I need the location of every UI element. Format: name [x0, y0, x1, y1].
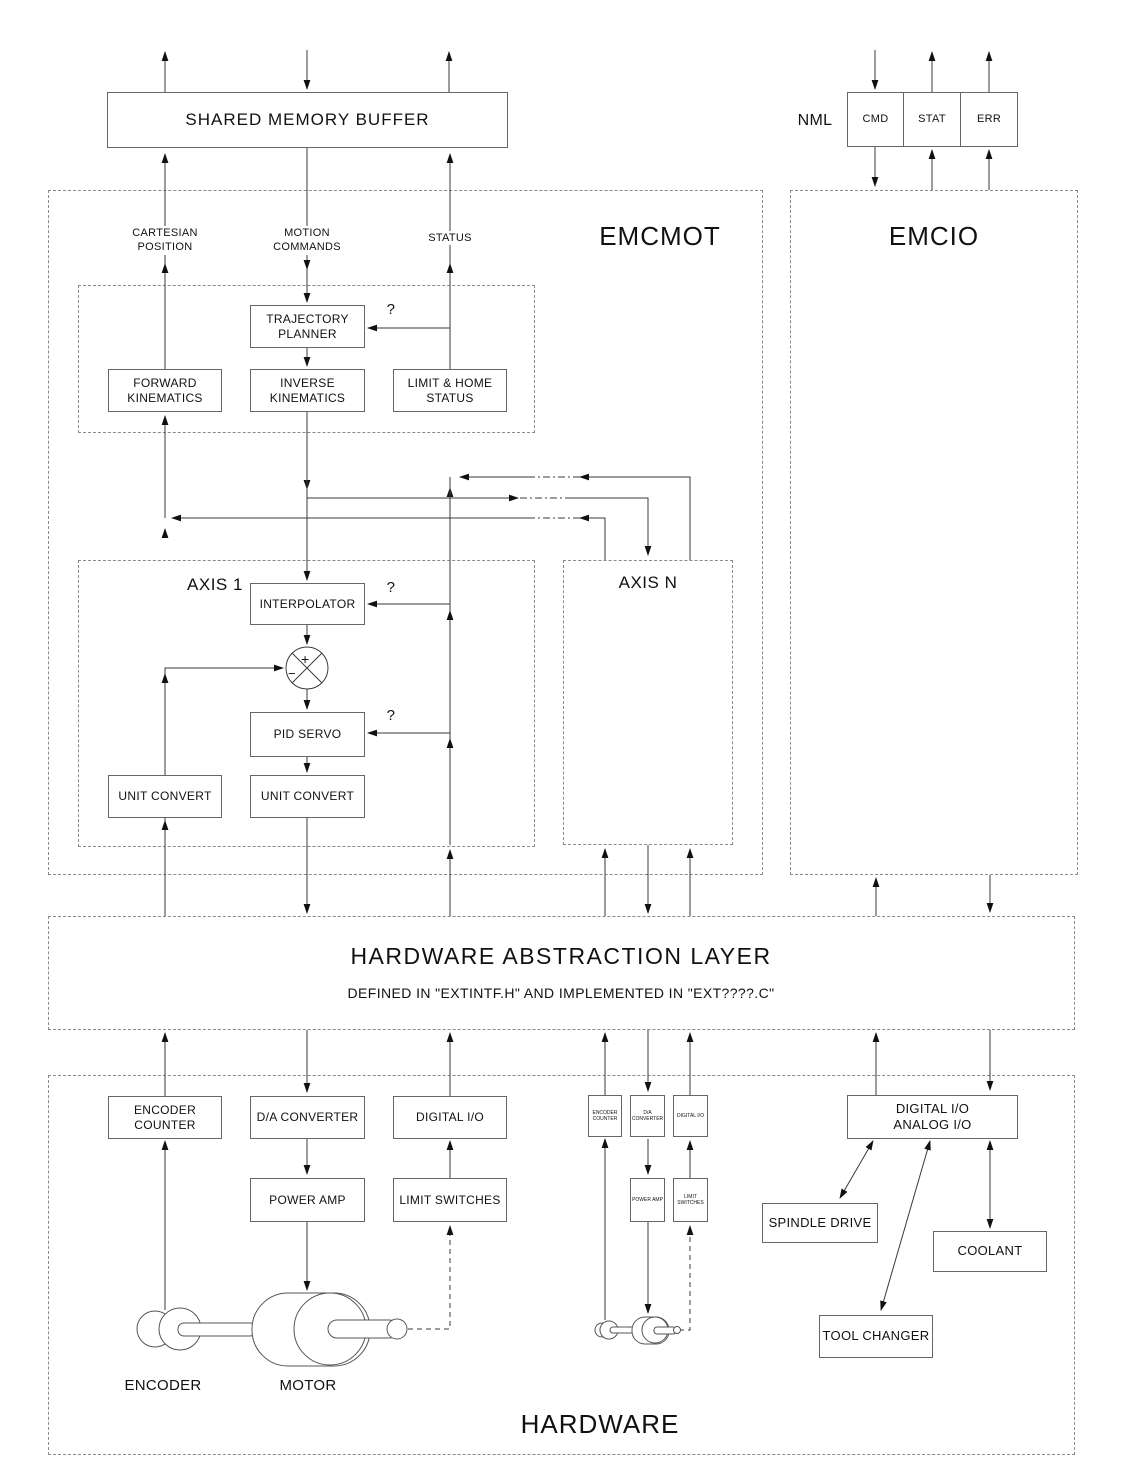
cartesian-position-label: CARTESIAN POSITION	[122, 226, 208, 255]
nml-err-box	[960, 92, 1018, 147]
power-amp-small-box	[630, 1178, 665, 1222]
hal-title: HARDWARE ABSTRACTION LAYER	[350, 943, 772, 969]
encoder-label: ENCODER	[124, 1377, 202, 1394]
hardware-title: HARDWARE	[520, 1409, 680, 1439]
shared-memory-buffer-box	[107, 92, 508, 148]
question-mark-pid: ?	[386, 707, 396, 724]
axisn-title: AXIS N	[618, 573, 678, 592]
emcmot-title: EMCMOT	[599, 221, 721, 251]
trajectory-planner-label: TRAJECTORY PLANNER	[266, 311, 349, 341]
digital-analog-io-box	[847, 1095, 1018, 1139]
limit-home-status-label: LIMIT & HOME STATUS	[407, 375, 493, 405]
da-converter-small-box	[630, 1095, 665, 1137]
limit-switches-box	[393, 1178, 507, 1222]
encoder-motor-drawing-small	[595, 1317, 681, 1344]
encoder-motor-drawing	[137, 1293, 407, 1366]
unit-convert-center-box	[250, 775, 365, 818]
encoder-counter-small-label: ENCODER COUNTER	[592, 1109, 618, 1122]
inverse-kinematics-label: INVERSE KINEMATICS	[269, 375, 346, 405]
axis1-title: AXIS 1	[187, 575, 243, 594]
nml-err-label: ERR	[976, 112, 1002, 125]
limit-switches-small-label: LIMIT SWITCHES	[677, 1193, 704, 1206]
unit-convert-left-box	[108, 775, 222, 818]
tool-changer-label: TOOL CHANGER	[822, 1328, 930, 1344]
nml-stat-box	[903, 92, 961, 147]
digital-io-box	[393, 1096, 507, 1139]
limit-switches-small-box	[673, 1178, 708, 1222]
interpolator-box	[250, 583, 365, 625]
unit-convert-center-label: UNIT CONVERT	[260, 789, 355, 803]
digital-io-small-box	[673, 1095, 708, 1137]
bus-cmd-end	[566, 498, 648, 555]
encoder-counter-label: ENCODER COUNTER	[133, 1102, 197, 1132]
inverse-kinematics-box	[250, 369, 365, 412]
limit-home-status-box	[393, 369, 507, 412]
emcio-title: EMCIO	[888, 221, 980, 251]
sum-plus-sign: +	[301, 651, 310, 667]
tool-changer-box	[819, 1315, 933, 1358]
forward-kinematics-box	[108, 369, 222, 412]
pid-servo-box	[250, 712, 365, 757]
interpolator-label: INTERPOLATOR	[259, 596, 356, 611]
pid-servo-label: PID SERVO	[273, 727, 342, 741]
trajectory-planner-box	[250, 305, 365, 348]
question-mark-interp: ?	[386, 579, 396, 596]
forward-kinematics-label: FORWARD KINEMATICS	[127, 375, 203, 405]
nml-label: NML	[797, 112, 833, 129]
nml-stat-label: STAT	[918, 112, 946, 125]
digital-io-label: DIGITAL I/O	[416, 1110, 484, 1124]
shared-memory-buffer-label: SHARED MEMORY BUFFER	[185, 110, 430, 130]
spindle-drive-box	[762, 1203, 878, 1243]
power-amp-small-label: POWER AMP	[632, 1196, 663, 1203]
arrow-io-toolchanger	[881, 1141, 930, 1310]
digital-io-line: DIGITAL I/O	[895, 1100, 970, 1116]
arrow-io-spindle	[840, 1141, 873, 1198]
motor-label: MOTOR	[279, 1377, 337, 1394]
hal-subtitle: DEFINED IN "EXTINTF.H" AND IMPLEMENTED IN "EXT????.C"	[347, 985, 775, 1001]
nml-cmd-box	[847, 92, 904, 147]
wire-motor2-to-limits	[679, 1226, 690, 1330]
power-amp-label: POWER AMP	[269, 1192, 346, 1207]
encoder-counter-box	[108, 1096, 222, 1139]
question-mark-tp: ?	[386, 301, 396, 318]
unit-convert-left-label: UNIT CONVERT	[118, 789, 212, 803]
hal-container	[48, 916, 1075, 1030]
limit-switches-label: LIMIT SWITCHES	[399, 1192, 501, 1207]
power-amp-box	[250, 1178, 365, 1222]
da-converter-small-label: D/A CONVERTER	[631, 1109, 664, 1122]
wire-motor-to-limits	[408, 1226, 450, 1329]
coolant-box	[933, 1231, 1047, 1272]
coolant-label: COOLANT	[957, 1243, 1023, 1259]
sum-minus-sign: −	[288, 666, 296, 681]
da-converter-label: D/A CONVERTER	[256, 1110, 359, 1124]
encoder-counter-small-box	[588, 1095, 622, 1137]
bus-axisn-feedback	[580, 518, 605, 560]
motion-commands-label: MOTION COMMANDS	[264, 226, 350, 255]
analog-io-line: ANALOG I/O	[893, 1117, 972, 1132]
nml-cmd-label: CMD	[862, 112, 889, 125]
da-converter-box	[250, 1096, 365, 1139]
spindle-drive-label: SPINDLE DRIVE	[768, 1214, 872, 1230]
digital-io-small-label: DIGITAL I/O	[677, 1112, 704, 1119]
status-label: STATUS	[414, 231, 486, 245]
